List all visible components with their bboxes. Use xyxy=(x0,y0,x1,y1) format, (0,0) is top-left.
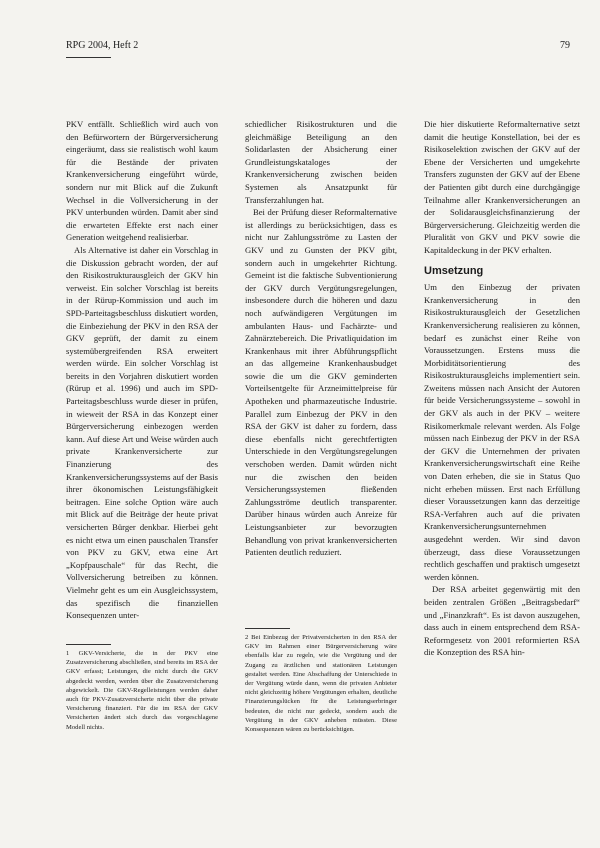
paragraph: schiedlicher Risikostrukturen und die gleichmäßige Beteiligung an den Solidarlasten der Absicherung einer Grundleistungskataloges der Krankenversicherung zwischen beiden Systemen als Ansatzpunkt für Transferzahlungen hat. xyxy=(245,119,397,205)
paragraph: Der RSA arbeitet gegenwärtig mit den beiden zentralen Größen „Beitragsbedarf“ und „Finanzkraft“. Es ist davon auszugehen, dass auch in einem entsprechend dem RSA-Reformgesetz von 2001 reformierten RSA die Konzeption des RSA hin- xyxy=(424,584,580,658)
footnote: 2 Bei Einbezug der Privatversicherten in den RSA der GKV im Rahmen einer Bürgerversicherung wäre ebenfalls klar zu regeln, wie die Vergütung und der Zugang zu ärztlichen und stationären Leistungen gestaltet werden. Eine Abschaffung der Unterschiede in der Vergütung würde dann, wenn die privaten Anbieter nicht gleichzeitig höhere Vergütungen erhalten, deutliche Finanzierungslücken für die Leistungserbringer bedeuten, die nicht nur gedeckt, sondern auch die Vergütung in der GKV anheben müssten. Diese Konsequenzen wären zu berücksichtigen. xyxy=(245,634,397,734)
footnote-block-middle xyxy=(245,622,397,734)
footnote-block-left xyxy=(66,638,218,732)
column-right xyxy=(424,118,580,659)
footnote: 1 GKV-Versicherte, die in der PKV eine Zusatzversicherung abschließen, sind bereits im RSA der GKV erfasst; Leistungen, die nicht durch die GKV abgedeckt werden, werden über die Zusatzversicherung abgewickelt. Die GKV-Regelleistungen werden daher auch für PKV-Zusatzversicherte nicht über die private Versicherung finanziert. Für die im RSA der GKV Versicherten ändert sich durch das vorgeschlagene Modell nichts. xyxy=(66,650,218,731)
header-rule xyxy=(66,57,111,58)
footnote-rule xyxy=(66,644,111,645)
paragraph: Bei der Prüfung dieser Reformalternative ist allerdings zu berücksichtigen, dass es nicht nur Zahlungsströme zu Lasten der GKV und zu Gunsten der PKV gibt, sondern auch in umgekehrter Richtung. Gemeint ist die faktische Subventionierung der GKV durch Vergütungsregelungen, insbesondere durch die höheren und dazu noch aufwändigeren Vergütungen im ambulanten Haus- und Fachärzte- und Zahnärztebereich. Die Privatliquidation im Krankenhaus mit ihrer Abführungspflicht an das allgemeine Krankenhausbudget sowie die um die GKV geminderten Vorteilsentgelte für Arzneimittelpreise für Apotheken und pharmazeutische Industrie. Parallel zum Einbezug der PKV in den RSA der GKV ist daher zu fordern, dass diese ebenfalls nicht gerechtfertigten Unterschiede in den Vergütungsregelungen verschoben werden. Damit würden nicht nur die zwischen den beiden Versicherungssystemen fließenden Zahlungsströme deutlich transparenter. Darüber hinaus würden auch Anreize für Leistungsanbieter zur bevorzugten Behandlung von privat krankenversicherten Patienten deutlich reduziert. xyxy=(245,207,397,558)
journal-name: RPG 2004, Heft 2 xyxy=(66,40,139,51)
paragraph: Um den Einbezug der privaten Krankenversicherung in den Risikostrukturausgleich der Gesetzlichen Krankenversicherung realisieren zu können, bedarf es zunächst einer Reihe von Voraussetzungen. Erstens muss die Morbiditätsorientierung des Risikostrukturausgleichs implementiert sein. Zweitens müssen nach Ansicht der Autoren für beide Versicherungssysteme – sowohl in der GKV als auch in der PKV – weitere Risikomerkmale relevant werden. Als Folge müssen nach Einbezug der PKV in der RSA der GKV die Unternehmen der privaten Krankenversicherungswirtschaft eine Reihe von Daten erheben, die sie in Status Quo nicht erheben müssen. Erst nach Erfüllung dieser Voraussetzungen kann das derzeitige RSA-Verfahren auch auf die privaten Krankenversicherungsunternehmen ausgedehnt werden. Wir sind davon überzeugt, dass diese Voraussetzungen rechtlich geschaffen und praktisch umgesetzt werden können. xyxy=(424,282,580,582)
paragraph: Als Alternative ist daher ein Vorschlag in die Diskussion gebracht worden, der auf den Risikostrukturausgleich der GKV hin verweist. Ein solcher Vorschlag ist bereits in der Rürup-Kommission und auch im SPD-Parteitagsbeschluss diskutiert worden, die Einbeziehung der PKV in den RSA der GKV geprüft, der damit zu einem systemübergreifenden RSA erweitert werden würde. Ein solcher Vorschlag ist bereits in den Vorjahren diskutiert worden (Rürup et al. 1996) und auch im SPD-Parteitagsbeschluss wurde dieser in prüfen, in wieweit der RSA in das Konzept einer Bürgerversicherung einbezogen werden kann. Auf diese Art und Weise würden auch private Krankenversicherte zur Finanzierung des Krankenversicherungssystems auf der Basis ihrer ökonomischen Leistungsfähigkeit beitragen. Eine solche Option wäre auch mit Blick auf die Beiträge der heute privat versicherten Bürger denkbar. Hierbei geht es nicht etwa um einen pauschalen Transfer von PKV zu GKV, etwa eine Art „Kopfpauschale“ für das Recht, die Vollversicherung betreiben zu können. Vielmehr geht es um ein Ausgleichssystem, das spezifisch die finanziellen Konsequenzen unter- xyxy=(66,244,218,621)
column-middle xyxy=(245,118,397,559)
footnote-rule xyxy=(245,628,290,629)
column-left xyxy=(66,118,218,622)
paragraph: PKV entfällt. Schließlich wird auch von den Befürwortern der Bürgerversicherung eingeräumt, dass sie realistisch wohl kaum für die Bestände der privaten Krankenversicherung eingeführt würde, sondern nur mit Blick auf die Zukunft Wechsel in die Vollversicherung in der PKV unterbunden würden. Damit aber sind die erwarteten Effekte erst nach einer Generation weitgehend realisierbar. xyxy=(66,119,218,243)
paragraph: Die hier diskutierte Reformalternative setzt damit die heutige Konstellation, bei der es Risikoselektion zwischen der GKV auf der Ebene der Versicherten und umgekehrte Transfers zugunsten der GKV auf der Ebene der Patienten gibt durch eine durchgängige Teilnahme aller Krankenversicherungen an der Solidarausgleichsfinanzierung der Bürgerversicherung. Gleichzeitig werden die Pluralität von GKV und PKV sowie die Kapitaldeckung in der PKV erhalten. xyxy=(424,119,580,255)
page-number: 79 xyxy=(560,40,570,51)
page-header xyxy=(66,40,570,54)
section-heading: Umsetzung xyxy=(424,264,484,277)
